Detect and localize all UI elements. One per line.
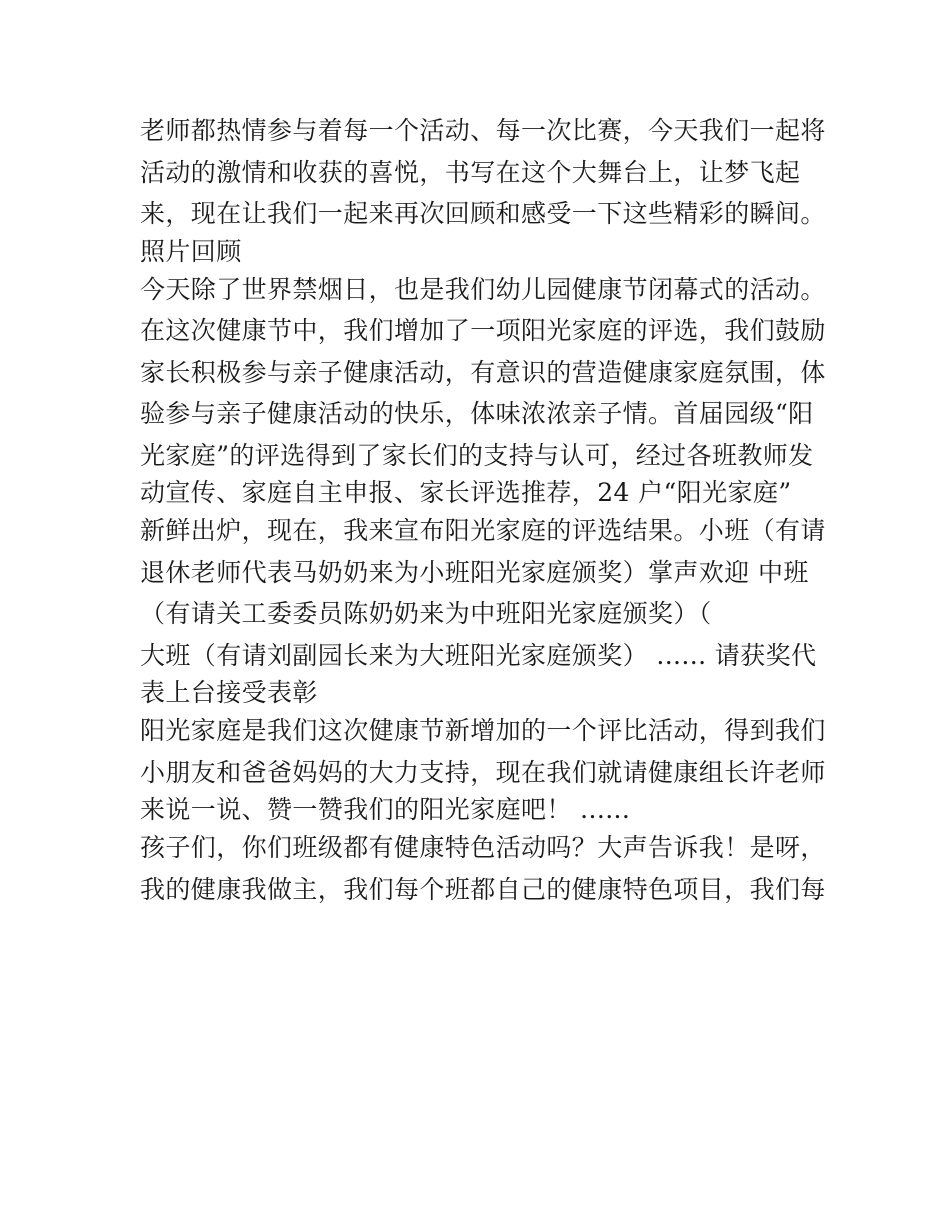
- text-line: 小朋友和爸爸妈妈的大力支持，现在我们就请健康组长许老师: [140, 757, 826, 787]
- text-line: （有请关工委委员陈奶奶来为中班阳光家庭颁奖）（: [140, 599, 712, 628]
- text-line: 来说一说、赞一赞我们的阳光家庭吧！ ......: [140, 795, 631, 824]
- text-line: 老师都热情参与着每一个活动、每一次比赛，今天我们一起将: [140, 116, 826, 145]
- text-line: 我的健康我做主，我们每个班都自己的健康特色项目，我们每: [140, 874, 826, 904]
- text-line: 动宣传、家庭自主申报、家长评选推荐，24 户“阳光家庭”: [140, 478, 792, 507]
- document-body: [140, 110, 826, 910]
- text-line: 今天除了世界禁烟日，也是我们幼儿园健康节闭幕式的活动。: [140, 274, 826, 304]
- text-line: 大班（有请刘副园长来为大班阳光家庭颁奖） ...... 请获奖代: [140, 640, 817, 670]
- section-heading: 照片回顾: [140, 236, 242, 266]
- text-line: 孩子们，你们班级都有健康特色活动吗？大声告诉我！是呀，: [140, 833, 826, 862]
- text-line: 新鲜出炉，现在，我来宣布阳光家庭的评选结果。小班（有请: [140, 516, 826, 545]
- text-line: 来，现在让我们一起来再次回顾和感受一下这些精彩的瞬间。: [140, 199, 826, 228]
- text-line: 活动的激情和收获的喜悦，书写在这个大舞台上，让梦飞起: [140, 157, 801, 187]
- text-line: 退休老师代表马奶奶来为小班阳光家庭颁奖）掌声欢迎 中班: [140, 557, 809, 587]
- text-line: 在这次健康节中，我们增加了一项阳光家庭的评选，我们鼓励: [140, 316, 826, 345]
- text-line: 家长积极参与亲子健康活动，有意识的营造健康家庭氛围，体: [140, 357, 826, 387]
- text-line: 阳光家庭是我们这次健康节新增加的一个评比活动，得到我们: [140, 716, 826, 745]
- text-line: 验参与亲子健康活动的快乐，体味浓浓亲子情。首届园级“阳: [140, 399, 814, 428]
- text-line: 光家庭”的评选得到了家长们的支持与认可，经过各班教师发: [140, 440, 814, 470]
- text-line: 表上台接受表彰: [140, 678, 318, 707]
